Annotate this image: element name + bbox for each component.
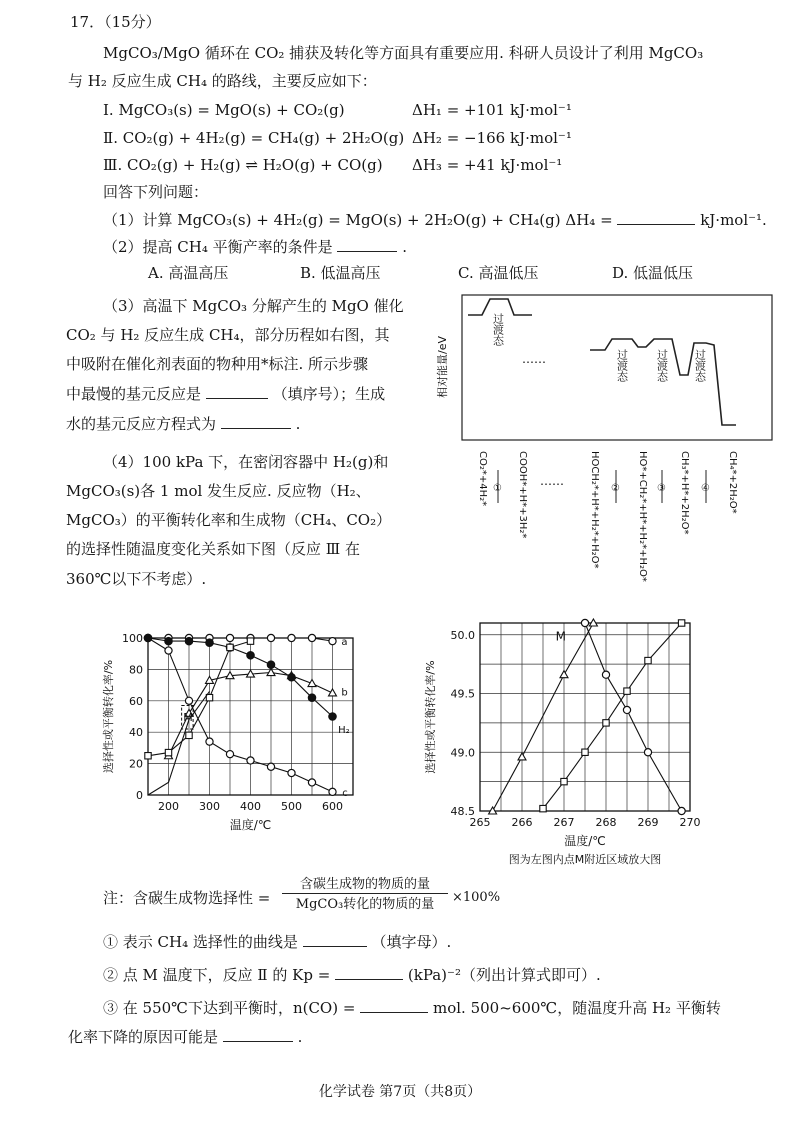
series-point-a [288,634,295,641]
q3-line-1: （3）高温下 MgCO₃ 分解产生的 MgO 催化 [103,297,404,315]
x-tick-label: 270 [679,816,701,829]
series-point-circle-down [678,807,685,814]
series-point-square [582,749,588,755]
series-point-square [645,657,651,663]
series-point-square [624,688,630,694]
energy-ellipsis: …… [522,352,546,366]
ts-label-2: 过渡态 [615,349,629,382]
y-tick-label: 49.0 [450,746,475,760]
intro-line-1: MgCO₃/MgO 循环在 CO₂ 捕获及转化等方面具有重要应用. 科研人员设计了利用 MgCO₃ [103,44,704,62]
series-point-H₂ [165,637,173,645]
sub1-end: （填字母）. [371,933,452,951]
series-point-triangle [560,671,568,678]
y-axis-label: 选择性或平衡转化率/% [102,659,115,774]
reaction-3-enthalpy: ΔH₃ = +41 kJ·mol⁻¹ [412,156,563,174]
series-point-d [186,732,192,738]
series-point-square [540,805,546,811]
y-tick-label: 20 [129,757,143,771]
q3-water-prompt: 水的基元反应方程式为 [66,415,217,433]
reaction-1-enthalpy: ΔH₁ = +101 kJ·mol⁻¹ [412,101,572,119]
question-number: 17．（15分） [70,13,161,31]
series-line-d [148,641,251,756]
sub1-blank[interactable] [303,932,367,947]
species-4: HO*+CH₂*+H*+H₂*+H₂O* [637,451,648,582]
reaction-1-equation: Ⅰ. MgCO₃(s) = MgO(s) + CO₂(g) [103,101,345,119]
q3-water-blank[interactable] [221,414,291,429]
ts-label-1: 过渡态 [491,313,505,346]
series-point-d [247,638,253,644]
sub2-text [103,965,601,985]
series-point-c [267,763,274,770]
series-point-H₂ [267,661,275,669]
chart-right [420,615,720,870]
chart-title: 图为左图内点M附近区域放大图 [508,853,662,866]
q3-slowest-blank[interactable] [206,384,268,399]
q2-end: . [402,238,407,256]
x-tick-label: 265 [469,816,491,829]
x-tick-label: 600 [322,800,343,813]
species-5: CH₃*+H*+2H₂O* [679,451,690,535]
series-point-c [308,779,315,786]
series-point-d [145,753,151,759]
series-point-d [206,694,212,700]
series-point-square [603,720,609,726]
species-3: HOCH₂*+H*+H₂*+H₂O* [589,451,600,569]
x-tick-label: 266 [511,816,533,829]
q3-line-5 [66,414,300,434]
q2-prompt: （2）提高 CH₄ 平衡产率的条件是 [103,238,333,256]
series-point-a [226,634,233,641]
series-point-b [308,680,316,687]
x-tick-label: 500 [281,800,302,813]
series-name-label: c [342,787,348,799]
q1-unit: kJ·mol⁻¹. [700,211,767,229]
q3-line-3: 中吸附在催化剂表面的物种用*标注. 所示步骤 [66,355,369,373]
sub3-blank-2[interactable] [223,1027,293,1042]
point-m-label: M [183,711,193,725]
q2-option-c: C. 高温低压 [458,264,539,282]
note-suffix: ×100% [452,890,501,905]
q3-end: . [295,415,301,433]
q2-option-d: D. 低温低压 [612,264,694,282]
series-point-H₂ [206,639,214,647]
series-point-d [227,644,233,650]
y-tick-label: 49.5 [450,687,475,701]
series-point-c [185,697,192,704]
series-name-label: a [341,637,348,649]
series-point-a [308,634,315,641]
q3-slowest-note: （填序号）；生成 [272,385,386,403]
intro-line-2: 与 H₂ 反应生成 CH₄ 的路线，主要反应如下： [68,72,377,90]
series-point-a [267,634,274,641]
energy-diagram [436,285,780,620]
series-point-square [678,620,684,626]
answer-prompt: 回答下列问题： [103,183,209,201]
energy-ylabel: 相对能量/eV [436,336,449,398]
page-footer: 化学试卷 第7页（共8页） [318,1084,482,1100]
series-point-circle-down [644,749,651,756]
species-ellipsis: …… [540,474,564,488]
sub2-blank[interactable] [335,965,403,980]
series-point-c [165,647,172,654]
series-point-a [329,638,336,645]
sub1-text [103,932,451,952]
series-name-label: b [341,687,348,699]
series-point-H₂ [308,694,316,702]
y-tick-label: 40 [129,726,143,740]
y-tick-label: 80 [129,663,143,677]
series-line-e [148,691,210,795]
sub3-cont: mol. 500~600℃，随温度升高 H₂ 平衡转 [433,999,721,1017]
sub1-prompt: ① 表示 CH₄ 选择性的曲线是 [103,933,298,951]
series-point-H₂ [185,637,193,645]
y-tick-label: 60 [129,694,143,708]
x-tick-label: 300 [199,800,220,813]
step-label-3: ③ [657,483,666,494]
q4-line-2: MgCO₃(s)各 1 mol 发生反应. 反应物（H₂、 [66,482,371,500]
x-tick-label: 267 [553,816,575,829]
note-numerator: 含碳生成物的物质的量 [282,876,448,894]
series-point-d [165,749,171,755]
reaction-2-enthalpy: ΔH₂ = −166 kJ·mol⁻¹ [412,129,572,147]
note-prefix: 注：含碳生成物选择性 = [103,889,271,907]
q1-prompt: （1）计算 MgCO₃(s) + 4H₂(g) = MgO(s) + 2H₂O(g) + CH₄(g) ΔH₄ = [103,211,613,229]
series-point-circle-down [623,706,630,713]
q2-answer-blank[interactable] [337,237,397,252]
x-tick-label: 200 [158,800,179,813]
series-point-circle-down [602,671,609,678]
x-axis-label: 温度/℃ [564,834,606,848]
q2-option-a: A. 高温高压 [148,264,229,282]
q3-line-2: CO₂ 与 H₂ 反应生成 CH₄，部分历程如右图，其 [66,326,390,344]
series-point-triangle [518,753,526,760]
step-label-1: ① [493,483,502,494]
reaction-3-equation: Ⅲ. CO₂(g) + H₂(g) ⇌ H₂O(g) + CO(g) [103,156,383,174]
q2-text [103,237,407,257]
species-2: COOH*+H*+3H₂* [517,451,528,539]
sub3-prompt: ③ 在 550℃下达到平衡时，n(CO) = [103,999,356,1017]
q4-line-1: （4）100 kPa 下，在密闭容器中 H₂(g)和 [103,453,389,471]
series-point-square [561,778,567,784]
reaction-2-equation: Ⅱ. CO₂(g) + 4H₂(g) = CH₄(g) + 2H₂O(g) [103,129,405,147]
y-tick-label: 100 [122,632,143,645]
sub3-line-2 [68,1027,302,1047]
series-line-c [148,638,333,792]
q1-text [103,210,767,230]
q2-option-b: B. 低温高压 [300,264,381,282]
series-name-label: H₂ [338,725,350,737]
sub3-reason-prompt: 化率下降的原因可能是 [68,1028,219,1046]
series-point-H₂ [144,634,152,642]
step-label-4: ④ [701,483,710,494]
x-axis-label: 温度/℃ [229,818,272,832]
series-point-H₂ [288,673,296,681]
series-point-c [247,757,254,764]
q4-line-5: 360℃以下不考虑）. [66,570,207,588]
series-point-c [329,788,336,795]
y-tick-label: 50.0 [450,628,475,642]
sub3-end: . [297,1028,303,1046]
x-tick-label: 269 [637,816,659,829]
y-axis-label: 选择性或平衡转化率/% [424,660,437,774]
series-point-c [226,751,233,758]
series-point-b [329,689,337,696]
series-point-H₂ [247,651,255,659]
species-labels [477,451,738,582]
x-tick-label: 400 [240,800,261,813]
series-line-H₂ [148,638,333,717]
species-1: CO₂*+4H₂* [477,451,488,507]
sub3-blank-1[interactable] [360,998,428,1013]
q4-line-4: 的选择性随温度变化关系如下图（反应 Ⅲ 在 [66,540,361,558]
series-point-circle-down [581,619,588,626]
point-m-label: M [555,629,566,644]
species-6: CH₄*+2H₂O* [727,451,738,514]
ts-label-3: 过渡态 [655,349,669,382]
q3-slowest-prompt: 中最慢的基元反应是 [66,385,202,403]
series-point-H₂ [329,713,337,721]
chart-left [100,620,370,860]
q3-line-4 [66,384,385,404]
q4-line-3: MgCO₃）的平衡转化率和生成物（CH₄、CO₂） [66,511,392,529]
q1-answer-blank[interactable] [617,210,695,225]
sub2-prompt: ② 点 M 温度下，反应 Ⅱ 的 Kp = [103,966,331,984]
series-point-c [206,738,213,745]
sub2-suffix: (kPa)⁻²（列出计算式即可）. [407,966,601,984]
y-tick-label: 0 [136,789,143,802]
series-point-c [288,769,295,776]
step-label-2: ② [611,483,620,494]
y-tick-label: 48.5 [450,805,475,818]
x-tick-label: 268 [595,816,617,829]
sub3-text [103,998,721,1018]
ts-label-4: 过渡态 [693,349,707,382]
note-denominator: MgCO₃转化的物质的量 [295,897,435,912]
series-line-circle-down [585,623,682,811]
